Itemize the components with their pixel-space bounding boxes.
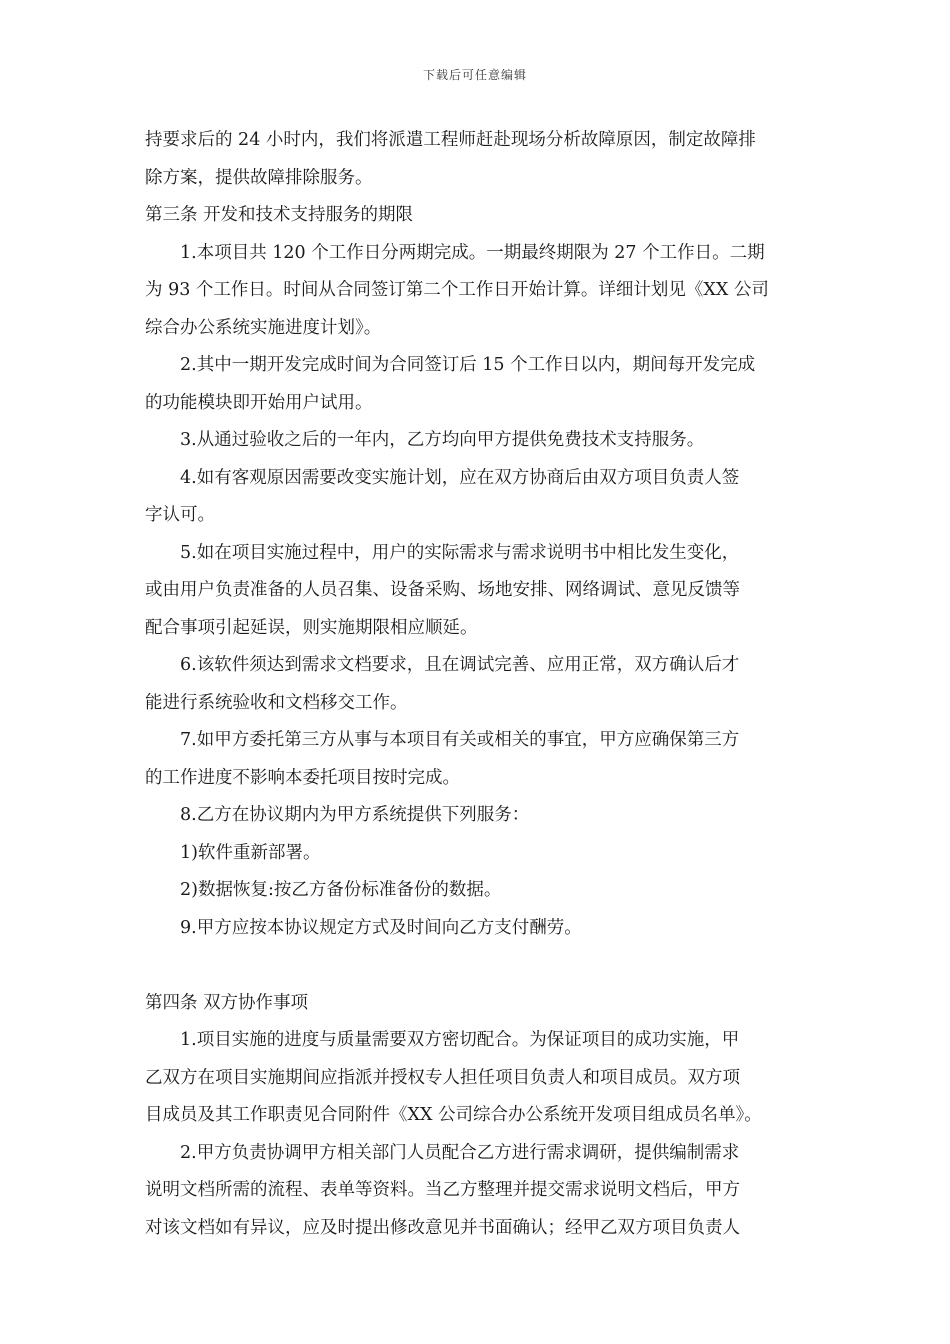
text-line: 字认可。 [145,505,215,525]
text-line: 配合事项引起延误，则实施期限相应顺延。 [145,617,478,638]
text-line: 5.如在项目实施过程中，用户的实际需求与需求说明书中相比发生变化， [180,542,740,563]
text-line: 对该文档如有异议，应及时提出修改意见并书面确认；经甲乙双方项目负责人 [145,1217,740,1238]
text-line: 说明文档所需的流程、表单等资料。当乙方整理并提交需求说明文档后，甲方 [145,1180,740,1200]
text-line: 1)软件重新部署。 [180,842,321,863]
text-line: 6.该软件须达到需求文档要求，且在调试完善、应用正常，双方确认后才 [180,655,740,675]
text-line: 目成员及其工作职责见合同附件《XX 公司综合办公系统开发项目组成员名单》。 [145,1105,762,1125]
text-line: 3.从通过验收之后的一年内，乙方均向甲方提供免费技术支持服务。 [180,430,705,450]
text-line: 持要求后的 24 小时内，我们将派遣工程师赶赴现场分析故障原因，制定故障排 [145,130,756,150]
text-line: 2.甲方负责协调甲方相关部门人员配合乙方进行需求调研，提供编制需求 [180,1142,740,1163]
text-line: 除方案，提供故障排除服务。 [145,167,373,188]
text-line: 2.其中一期开发完成时间为合同签订后 15 个工作日以内，期间每开发完成 [180,355,756,375]
text-line: 的功能模块即开始用户试用。 [145,392,373,413]
text-line: 8.乙方在协议期内为甲方系统提供下列服务： [180,805,530,825]
text-line [145,947,810,985]
text-line: 9.甲方应按本协议规定方式及时间向乙方支付酬劳。 [180,917,582,938]
section-heading: 第四条 双方协作事项 [145,992,309,1013]
text-line: 4.如有客观原因需要改变实施计划，应在双方协商后由双方项目负责人签 [180,467,740,488]
text-line: 的工作进度不影响本委托项目按时完成。 [145,767,460,788]
text-line: 1.本项目共 120 个工作日分两期完成。一期最终期限为 27 个工作日。二期 [180,242,765,263]
text-line: 1.项目实施的进度与质量需要双方密切配合。为保证项目的成功实施，甲 [180,1030,740,1050]
text-line: 或由用户负责准备的人员召集、设备采购、场地安排、网络调试、意见反馈等 [145,580,740,600]
page-header: 下载后可任意编辑 [422,68,527,82]
text-line: 能进行系统验收和文档移交工作。 [145,692,408,713]
text-line: 综合办公系统实施进度计划》。 [145,317,382,338]
text-line: 乙双方在项目实施期间应指派并授权专人担任项目负责人和项目成员。双方项 [145,1067,740,1088]
text-line: 7.如甲方委托第三方从事与本项目有关或相关的事宜，甲方应确保第三方 [180,730,740,750]
section-heading: 第三条 开发和技术支持服务的期限 [145,205,414,225]
document-body [145,122,810,1247]
text-line: 2)数据恢复:按乙方备份标准备份的数据。 [180,880,502,900]
text-line: 为 93 个工作日。时间从合同签订第二个工作日开始计算。详细计划见《XX 公司 [145,280,769,300]
